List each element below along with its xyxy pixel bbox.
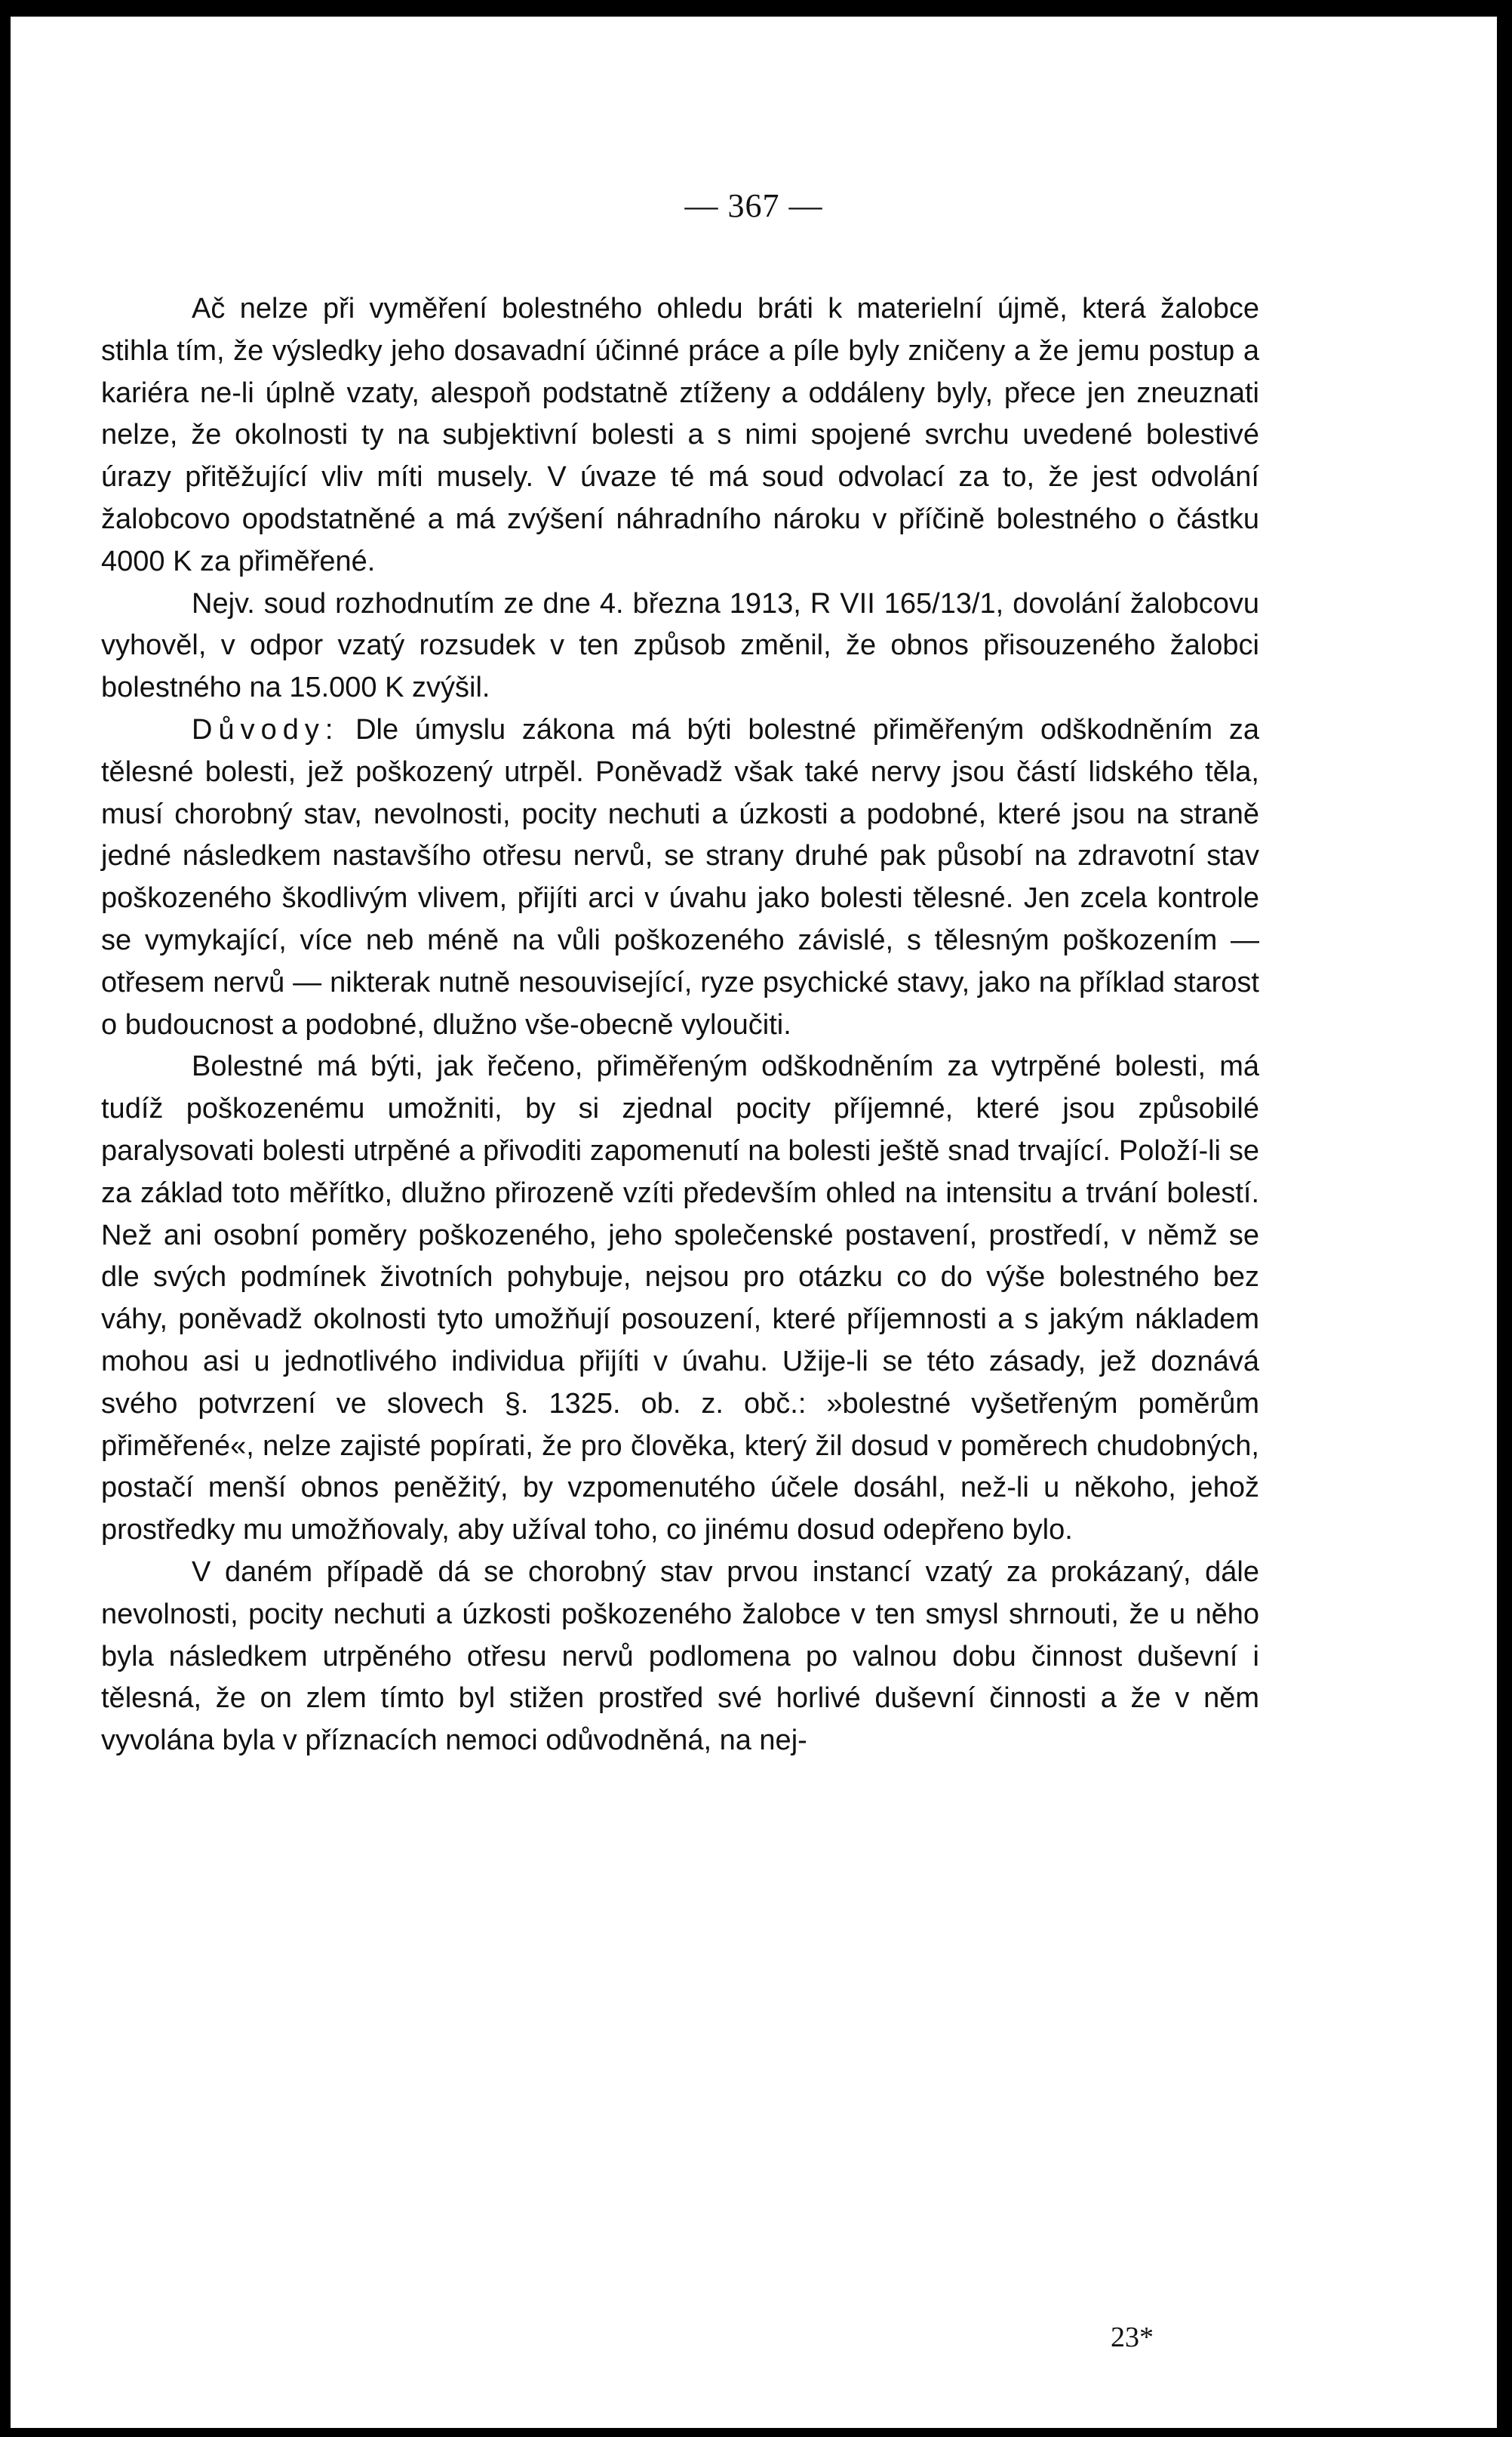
paragraph-4: Bolestné má býti, jak řečeno, přiměřeným odškodněním za vytrpěné bolesti, má tudíž poškozenému umožniti, by si zjednal pocity příjemné, které jsou způsobilé paralysovati bolesti utrpěné a přivoditi zapomenutí na bolesti ještě snad trvající. Položí-li se za základ toto měřítko, dlužno přirozeně vzíti především ohled na intensitu a trvání bolestí. Než ani osobní poměry poškozeného, jeho společenské postavení, prostředí, v němž se dle svých podmínek životních pohybuje, nejsou pro otázku co do výše bolestného bez váhy, poněvadž okolnosti tyto umožňují posouzení, které příjemnosti a s jakým nákladem mohou asi u jednotlivého individua přijíti v úvahu. Užije-li se této zásady, jež doznává svého potvrzení ve slovech §. 1325. ob. z. obč.: »bolestné vyšetřeným poměrům přiměřené«, nelze zajisté popírati, že pro člověka, který žil dosud v poměrech chudobných, postačí menší obnos peněžitý, by vzpomenutého účele dosáhl, než-li u někoho, jehož prostředky mu umožňovaly, aby užíval toho, co jinému dosud odepřeno bylo. [101, 1051, 1259, 1546]
body-text [101, 288, 1259, 1762]
paragraph-2: Nejv. soud rozhodnutím ze dne 4. března 1913, R VII 165/13/1, dovolání žalobcovu vyhověl, v odpor vzatý rozsudek v ten způsob změnil, že obnos přisouzeného žalobci bolestného na 15.000 K zvýšil. [101, 587, 1259, 704]
paragraph-5: V daném případě dá se chorobný stav prvou instancí vzatý za prokázaný, dále nevolnosti, pocity nechuti a úzkosti poškozeného žalobce v ten smysl shrnouti, že u něho byla následkem utrpěného otřesu nervů podlomena po valnou dobu činnost duševní i tělesná, že on zlem tímto byl stižen prostřed své horlivé duševní činnosti a že v něm vyvolána byla v příznacích nemoci odůvodněná, na nej- [101, 1555, 1259, 1757]
reasons-heading: Důvody: [192, 713, 340, 746]
paragraph-3 [101, 709, 1259, 1046]
book-page [11, 17, 1497, 2428]
signature-mark: 23* [1111, 2322, 1154, 2353]
paragraph-3-text: Dle úmyslu zákona má býti bolestné přiměřeným odškodněním za tělesné bolesti, jež poškozený utrpěl. Poněvadž však také nervy jsou částí lidského těla, musí chorobný stav, nevolnosti, pocity nechuti a úzkosti a podobné, které jsou na straně jedné následkem nastavšího otřesu nervů, se strany druhé pak působí na zdravotní stav poškozeného škodlivým vlivem, přijíti arci v úvahu jako bolesti tělesné. Jen zcela kontrole se vymykající, více neb méně na vůli poškozeného závislé, s tělesným poškozením — otřesem nervů — nikterak nutně nesouvisející, ryze psychické stavy, jako na příklad starost o budoucnost a podobné, dlužno vše-obecně vyloučiti. [101, 713, 1259, 1041]
page-number: — 367 — [684, 187, 823, 224]
paragraph-1: Ač nelze při vyměření bolestného ohledu bráti k materielní újmě, která žalobce stihla tím, že výsledky jeho dosavadní účinné práce a píle byly zničeny a že jemu postup a kariéra ne-li úplně vzaty, alespoň podstatně ztíženy a oddáleny byly, přece jen zneuznati nelze, že okolnosti ty na subjektivní bolesti a s nimi spojené svrchu uvedené bolestivé úrazy přitěžující vliv míti musely. V úvaze té má soud odvolací za to, že jest odvolání žalobcovo opodstatněné a má zvýšení náhradního nároku v příčině bolestného o částku 4000 K za přiměřené. [101, 293, 1259, 577]
